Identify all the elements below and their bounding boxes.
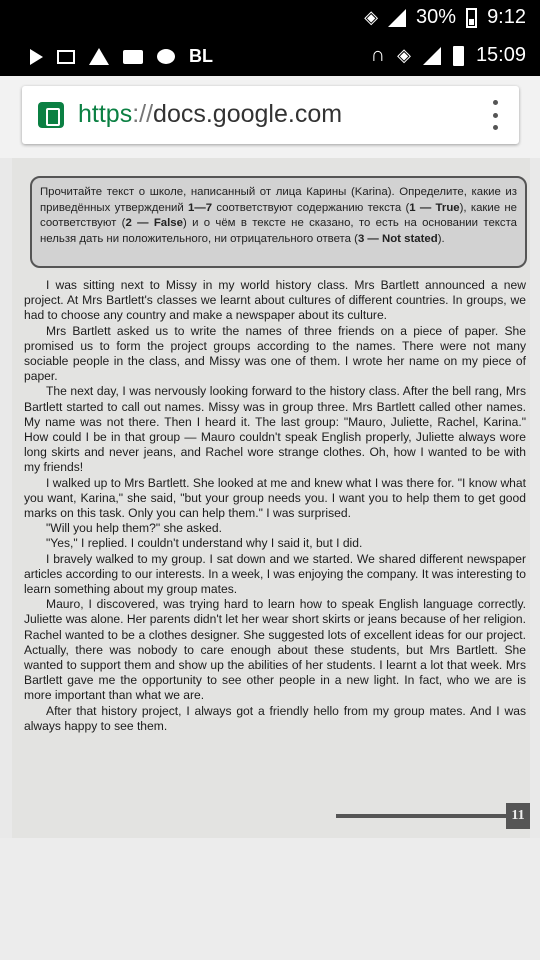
signal-icon — [423, 47, 441, 65]
document-viewer[interactable] — [0, 158, 540, 960]
wifi-icon: ◈ — [364, 7, 379, 27]
overflow-menu-icon[interactable] — [485, 100, 505, 130]
image-icon — [57, 50, 75, 64]
signal-icon — [388, 9, 406, 27]
paragraph: Mauro, I discovered, was trying hard to learn how to speak English language correctly. Juliette was alone. Her parents didn't let her wear short skirts or jeans because of her religion. Rachel wanted to be a clothes designer. She suggested lots of excellent ideas for our project. Actually, there was nobody to care enough about these students, but Mrs Bartlett. She wanted to support them and show up the abilities of her students. I learnt a lot that week. Mrs Bartlett gave me the opportunity to see other people in a new light. In fact, who we are is more important than what we are. — [24, 597, 526, 703]
paragraph: After that history project, I always got a friendly hello from my group mates. And I was always happy to see them. — [24, 703, 526, 733]
message-icon — [123, 50, 143, 64]
paragraph: "Yes," I replied. I couldn't understand why I said it, but I did. — [46, 536, 363, 551]
battery-icon — [453, 46, 464, 66]
paragraph: "Will you help them?" she asked. — [46, 521, 222, 536]
clock: 15:09 — [475, 44, 526, 66]
clock: 9:12 — [487, 6, 526, 28]
headset-icon: ∩ — [370, 44, 386, 66]
warning-icon — [89, 48, 109, 65]
url-text[interactable]: https://docs.google.com — [78, 100, 343, 128]
task-instruction-box: Прочитайте текст о школе, написанный от лица Карины (Karina). Определите, какие из приведённых утверждений 1—7 соответствуют содержанию текста (1 — True), какие не соответствуют (2 — False) и о чём в тексте не сказано, то есть на основании текста нельзя дать ни положительного, ни отрицательного ответа (3 — Not stated). — [30, 176, 527, 268]
url-bar[interactable] — [22, 86, 519, 144]
play-icon — [30, 49, 43, 65]
inner-status-bar — [0, 38, 540, 76]
status-bar — [0, 0, 540, 38]
battery-icon — [466, 8, 477, 28]
lock-icon[interactable] — [38, 102, 64, 128]
paragraph: I was sitting next to Missy in my world history class. Mrs Bartlett announced a new project. At Mrs Bartlett's classes we learnt about cultures of different countries. In groups, we had to choose any country and make a newspaper about its culture. — [24, 278, 526, 323]
empty-viewer-area — [0, 838, 540, 960]
paragraph: I bravely walked to my group. I sat down and we started. We shared different newspaper articles according to our interests. In a week, I was enjoying the company. It was interesting to learn something about my group mates. — [24, 551, 526, 597]
story-text — [24, 278, 526, 734]
battery-percent: 30% — [416, 6, 457, 28]
page-footer-rule — [336, 814, 506, 818]
paragraph: The next day, I was nervously looking forward to the history class. After the bell rang, Mrs Bartlett started to call out names. Missy was in group three. Mrs Bartlett called other names. My name was not there. Then I heard it. The last group: "Mauro, Juliette, Rachel, Karina." How could I be in that group — Mauro couldn't speak English properly, Juliette always wore long skirts and never jeans, and Rachel wore strange clothes. Oh, how I wanted to be with my friends! — [24, 384, 526, 475]
notification-label: BL — [189, 46, 213, 66]
page-number: 11 — [506, 803, 530, 829]
paragraph: Mrs Bartlett asked us to write the names of three friends on a piece of paper. She promised us to form the project groups according to the names. There were not many sociable people in the class, and Missy was one of them. I wrote her name on my piece of paper. — [24, 323, 526, 384]
wifi-icon: ◈ — [397, 45, 411, 65]
browser-toolbar — [0, 76, 540, 158]
chat-bubble-icon — [157, 49, 175, 64]
paragraph: I walked up to Mrs Bartlett. She looked at me and knew what I was there for. "I know what you want, Karina," she said, "but your group needs you. I want you to help them to get good marks on this task. Only you can help them." I was surprised. — [24, 475, 526, 521]
